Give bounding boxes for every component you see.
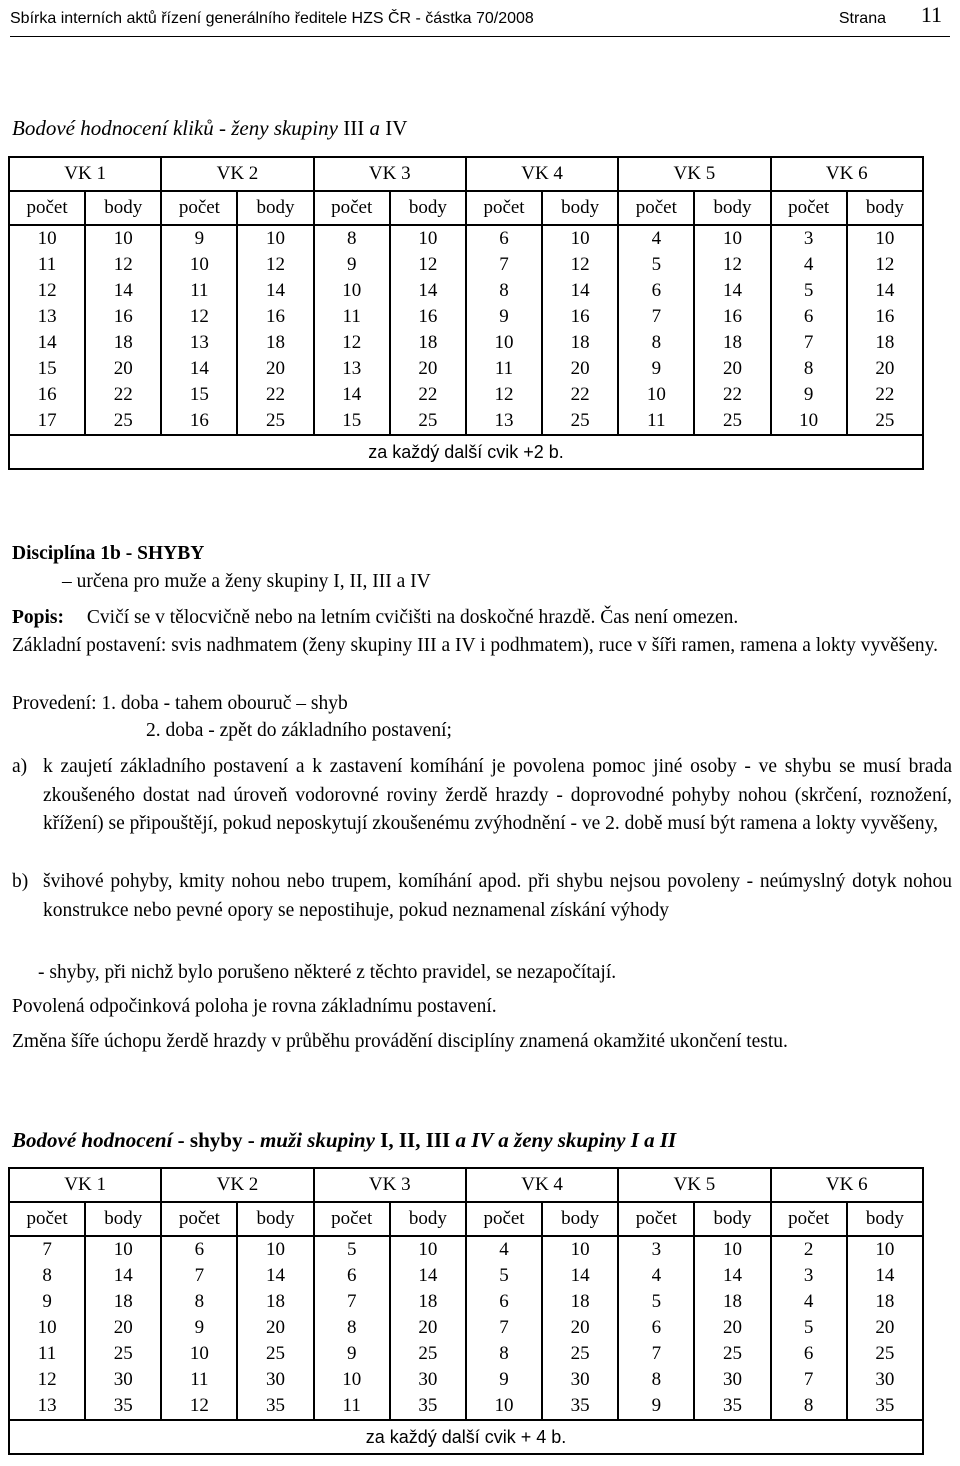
- table-cell: 25: [542, 1341, 618, 1367]
- table-cell: 18: [694, 1289, 770, 1315]
- table-cell: 13: [314, 356, 390, 382]
- table-cell: 16: [85, 304, 161, 330]
- table-cell: 20: [85, 356, 161, 382]
- table-cell: 18: [390, 330, 466, 356]
- popis-text: Cvičí se v tělocvičně nebo na letním cvičišti na doskočné hrazdě. Čas není omezen.: [86, 607, 739, 628]
- column-header-cell: počet: [466, 1202, 542, 1236]
- table2-heading: [12, 1128, 676, 1153]
- table-cell: 11: [161, 278, 237, 304]
- table-cell: 35: [542, 1393, 618, 1420]
- table-cell: 20: [390, 1315, 466, 1341]
- table-row: [9, 1341, 923, 1367]
- table-cell: 8: [314, 225, 390, 252]
- table-cell: 16: [161, 408, 237, 435]
- table-cell: 9: [466, 304, 542, 330]
- table-cell: 16: [694, 304, 770, 330]
- rule-item-a: [12, 753, 952, 839]
- table-cell: 25: [85, 1341, 161, 1367]
- table-cell: 12: [314, 330, 390, 356]
- table-cell: 5: [618, 252, 694, 278]
- odpocinkova-poloha: Povolená odpočinková poloha je rovna základnímu postavení.: [12, 996, 497, 1017]
- popis-label: Popis:: [12, 607, 65, 628]
- table-cell: 10: [618, 382, 694, 408]
- table-cell: 8: [771, 356, 847, 382]
- column-header-cell: body: [85, 1202, 161, 1236]
- table-cell: 18: [847, 1289, 923, 1315]
- table2-heading-men: muži skupiny: [259, 1128, 381, 1152]
- table-cell: 22: [542, 382, 618, 408]
- table-cell: 9: [161, 1315, 237, 1341]
- table-cell: 25: [237, 408, 313, 435]
- table2-heading-discipline: - shyby -: [172, 1128, 260, 1152]
- table-cell: 25: [694, 408, 770, 435]
- table-cell: 14: [847, 278, 923, 304]
- provedeni-2: 2. doba - zpět do základního postavení;: [146, 720, 452, 741]
- column-header-cell: body: [237, 1202, 313, 1236]
- table-cell: 10: [466, 1393, 542, 1420]
- table-row: [9, 1367, 923, 1393]
- table-cell: 7: [771, 330, 847, 356]
- table-cell: 16: [9, 382, 85, 408]
- table-cell: 10: [9, 225, 85, 252]
- table-cell: 14: [9, 330, 85, 356]
- table-cell: 35: [390, 1393, 466, 1420]
- table-cell: 12: [237, 252, 313, 278]
- table-cell: 10: [466, 330, 542, 356]
- document-title: Sbírka interních aktů řízení generálního ředitele HZS ČR - částka 70/2008: [10, 10, 534, 27]
- table-cell: 10: [390, 1236, 466, 1263]
- table-cell: 5: [771, 278, 847, 304]
- table1-heading-and: a: [364, 116, 386, 140]
- group-header-cell: VK 1: [9, 1168, 161, 1202]
- group-header-cell: VK 1: [9, 157, 161, 191]
- table-cell: 8: [618, 330, 694, 356]
- table-cell: 30: [847, 1367, 923, 1393]
- table-row: [9, 1315, 923, 1341]
- table-cell: 4: [771, 1289, 847, 1315]
- table-cell: 10: [847, 225, 923, 252]
- table-cell: 11: [9, 252, 85, 278]
- table-cell: 11: [314, 1393, 390, 1420]
- table-cell: 6: [161, 1236, 237, 1263]
- table-cell: 12: [9, 278, 85, 304]
- rule-item-a-label: a): [12, 756, 28, 777]
- column-header-cell: počet: [466, 191, 542, 225]
- column-header-cell: počet: [618, 1202, 694, 1236]
- table-cell: 5: [618, 1289, 694, 1315]
- table-cell: 13: [161, 330, 237, 356]
- group-header-cell: VK 6: [771, 157, 923, 191]
- table-cell: 30: [85, 1367, 161, 1393]
- table-cell: 18: [237, 330, 313, 356]
- table-cell: 14: [390, 278, 466, 304]
- column-header-cell: počet: [618, 191, 694, 225]
- table-cell: 4: [618, 1263, 694, 1289]
- table1-heading-text: Bodové hodnocení kliků - ženy skupiny: [12, 116, 344, 140]
- table-column-header: [9, 191, 923, 225]
- table-cell: 11: [466, 356, 542, 382]
- table-cell: 8: [771, 1393, 847, 1420]
- table-row: [9, 330, 923, 356]
- table-cell: 25: [847, 408, 923, 435]
- table-cell: 12: [9, 1367, 85, 1393]
- column-header-cell: počet: [771, 1202, 847, 1236]
- column-header-cell: body: [847, 1202, 923, 1236]
- table-cell: 20: [390, 356, 466, 382]
- table-cell: 6: [618, 1315, 694, 1341]
- table-cell: 22: [85, 382, 161, 408]
- table-cell: 8: [618, 1367, 694, 1393]
- zmena-sire: Změna šíře úchopu žerdě hrazdy v průběhu provádění disciplíny znamená okamžité ukončení testu.: [12, 1031, 788, 1052]
- table-cell: 18: [694, 330, 770, 356]
- table-cell: 8: [314, 1315, 390, 1341]
- discipline-subtitle: – určena pro muže a ženy skupiny I, II, III a IV: [62, 571, 431, 592]
- table-footer-row: [9, 435, 923, 469]
- page-number: 11: [920, 2, 942, 27]
- table-cell: 20: [847, 1315, 923, 1341]
- column-header-cell: počet: [771, 191, 847, 225]
- table2-heading-women: a IV a ženy skupiny I a II: [450, 1128, 677, 1152]
- table-cell: 8: [161, 1289, 237, 1315]
- group-header-cell: VK 6: [771, 1168, 923, 1202]
- table-cell: 6: [466, 225, 542, 252]
- table-cell: 14: [694, 1263, 770, 1289]
- table-cell: 22: [390, 382, 466, 408]
- provedeni-1: Provedení: 1. doba - tahem obouruč – shyb: [12, 693, 348, 714]
- table-cell: 20: [542, 356, 618, 382]
- table-cell: 10: [390, 225, 466, 252]
- rule-item-b: [12, 868, 952, 925]
- table-cell: 10: [694, 1236, 770, 1263]
- column-header-cell: body: [390, 1202, 466, 1236]
- group-header-cell: VK 3: [314, 1168, 466, 1202]
- table-cell: 9: [9, 1289, 85, 1315]
- table-cell: 14: [847, 1263, 923, 1289]
- table-cell: 3: [771, 1263, 847, 1289]
- table-cell: 9: [618, 1393, 694, 1420]
- table-cell: 9: [314, 252, 390, 278]
- page-label: Strana: [838, 10, 886, 27]
- table-cell: 7: [466, 1315, 542, 1341]
- table-cell: 20: [694, 1315, 770, 1341]
- table-cell: 15: [161, 382, 237, 408]
- table-cell: 20: [237, 1315, 313, 1341]
- table-cell: 20: [847, 356, 923, 382]
- table-cell: 30: [390, 1367, 466, 1393]
- table-cell: 7: [618, 304, 694, 330]
- table-cell: 10: [771, 408, 847, 435]
- table-cell: 10: [237, 1236, 313, 1263]
- table-cell: 16: [847, 304, 923, 330]
- table-row: [9, 1393, 923, 1420]
- table-cell: 3: [771, 225, 847, 252]
- group-header-cell: VK 2: [161, 1168, 313, 1202]
- table-cell: 4: [466, 1236, 542, 1263]
- table-cell: 18: [542, 1289, 618, 1315]
- table-cell: 10: [314, 278, 390, 304]
- table-cell: 13: [9, 1393, 85, 1420]
- table-cell: 10: [161, 1341, 237, 1367]
- table-cell: 10: [542, 1236, 618, 1263]
- table-cell: 4: [618, 225, 694, 252]
- score-table-kliky: [8, 156, 924, 470]
- table-footer-note: za každý další cvik + 4 b.: [9, 1420, 923, 1454]
- table-cell: 30: [542, 1367, 618, 1393]
- table-cell: 12: [161, 1393, 237, 1420]
- table-row: [9, 252, 923, 278]
- table-cell: 10: [161, 252, 237, 278]
- table-cell: 11: [161, 1367, 237, 1393]
- popis-line: [12, 604, 738, 631]
- table-cell: 14: [161, 356, 237, 382]
- table-footer-note: za každý další cvik +2 b.: [9, 435, 923, 469]
- table-cell: 6: [314, 1263, 390, 1289]
- table-row: [9, 304, 923, 330]
- table-cell: 22: [847, 382, 923, 408]
- table-cell: 10: [85, 225, 161, 252]
- table-cell: 14: [542, 1263, 618, 1289]
- table-cell: 10: [694, 225, 770, 252]
- table-cell: 18: [85, 330, 161, 356]
- table-footer-row: [9, 1420, 923, 1454]
- table-cell: 13: [9, 304, 85, 330]
- table-row: [9, 382, 923, 408]
- table-cell: 7: [771, 1367, 847, 1393]
- group-header-cell: VK 3: [314, 157, 466, 191]
- table-cell: 9: [466, 1367, 542, 1393]
- column-header-cell: body: [390, 191, 466, 225]
- group-header-cell: VK 4: [466, 157, 618, 191]
- page-header: [10, 0, 950, 37]
- table-cell: 16: [542, 304, 618, 330]
- table-cell: 5: [771, 1315, 847, 1341]
- table-cell: 20: [542, 1315, 618, 1341]
- table-cell: 10: [9, 1315, 85, 1341]
- table-cell: 11: [314, 304, 390, 330]
- column-header-cell: počet: [9, 191, 85, 225]
- table1-heading-group: III: [343, 116, 365, 140]
- table2-heading-groups: I, II, III: [380, 1128, 451, 1152]
- table-cell: 7: [466, 252, 542, 278]
- table1-heading: [12, 116, 407, 141]
- table-cell: 2: [771, 1236, 847, 1263]
- zakladni-postaveni: Základní postavení: svis nadhmatem (ženy skupiny III a IV i podhmatem), ruce v šíři ramen, ramena a lokty vyvěšeny.: [12, 635, 938, 656]
- column-header-cell: body: [542, 1202, 618, 1236]
- table-cell: 8: [466, 278, 542, 304]
- table-cell: 30: [237, 1367, 313, 1393]
- table-row: [9, 225, 923, 252]
- table-cell: 18: [390, 1289, 466, 1315]
- column-header-cell: body: [694, 191, 770, 225]
- table-cell: 25: [847, 1341, 923, 1367]
- score-table-shyby: [8, 1167, 924, 1455]
- table-cell: 35: [847, 1393, 923, 1420]
- table-cell: 5: [466, 1263, 542, 1289]
- group-header-cell: VK 5: [618, 1168, 770, 1202]
- table-cell: 25: [85, 408, 161, 435]
- column-header-cell: počet: [314, 191, 390, 225]
- table-cell: 16: [237, 304, 313, 330]
- column-header-cell: počet: [9, 1202, 85, 1236]
- table-cell: 14: [694, 278, 770, 304]
- table-cell: 18: [85, 1289, 161, 1315]
- table-cell: 14: [542, 278, 618, 304]
- column-header-cell: body: [542, 191, 618, 225]
- table-row: [9, 1289, 923, 1315]
- rule-item-b-label: b): [12, 871, 29, 892]
- table-cell: 16: [390, 304, 466, 330]
- column-header-cell: body: [237, 191, 313, 225]
- table2-heading-text: Bodové hodnocení: [12, 1128, 173, 1152]
- table-cell: 7: [9, 1236, 85, 1263]
- group-header-cell: VK 5: [618, 157, 770, 191]
- table-cell: 8: [9, 1263, 85, 1289]
- table-cell: 4: [771, 252, 847, 278]
- table-cell: 11: [618, 408, 694, 435]
- table-cell: 18: [237, 1289, 313, 1315]
- rule-item-a-text: k zaujetí základního postavení a k zastavení komíhání je povolena pomoc jiné osoby - ve shybu se musí brada zkoušeného dostat nad úroveň vodorovné roviny žerdě hrazdy - doprovodné pohyby nohou (skrčení, roznožení, křížení) se připouštějí, pokud neposkytují zkoušenému zvýhodnění - ve 2. době musí být ramena a lokty vyvěšeny,: [43, 756, 952, 834]
- column-header-cell: body: [847, 191, 923, 225]
- table-cell: 25: [694, 1341, 770, 1367]
- table-cell: 25: [237, 1341, 313, 1367]
- table-cell: 7: [161, 1263, 237, 1289]
- table-cell: 12: [390, 252, 466, 278]
- table-row: [9, 356, 923, 382]
- table-cell: 10: [85, 1236, 161, 1263]
- table-cell: 11: [9, 1341, 85, 1367]
- table-row: [9, 408, 923, 435]
- table-cell: 10: [847, 1236, 923, 1263]
- table-cell: 18: [542, 330, 618, 356]
- table-cell: 22: [237, 382, 313, 408]
- table-cell: 7: [314, 1289, 390, 1315]
- table-cell: 17: [9, 408, 85, 435]
- table-cell: 12: [466, 382, 542, 408]
- table-cell: 6: [771, 304, 847, 330]
- table-cell: 3: [618, 1236, 694, 1263]
- table-cell: 20: [85, 1315, 161, 1341]
- table-cell: 35: [237, 1393, 313, 1420]
- table-row: [9, 1236, 923, 1263]
- table-cell: 6: [771, 1341, 847, 1367]
- table-row: [9, 278, 923, 304]
- table-cell: 7: [618, 1341, 694, 1367]
- column-header-cell: body: [85, 191, 161, 225]
- table-cell: 30: [694, 1367, 770, 1393]
- group-header-cell: VK 4: [466, 1168, 618, 1202]
- table-cell: 12: [542, 252, 618, 278]
- table-cell: 5: [314, 1236, 390, 1263]
- table-cell: 12: [694, 252, 770, 278]
- discipline-title: Disciplína 1b - SHYBY: [12, 543, 205, 564]
- table-cell: 22: [694, 382, 770, 408]
- table-cell: 10: [237, 225, 313, 252]
- table-cell: 9: [161, 225, 237, 252]
- table-cell: 8: [466, 1341, 542, 1367]
- table-cell: 6: [618, 278, 694, 304]
- table-cell: 14: [314, 382, 390, 408]
- table-cell: 12: [161, 304, 237, 330]
- table-cell: 9: [618, 356, 694, 382]
- table-row: [9, 1263, 923, 1289]
- table-cell: 25: [390, 408, 466, 435]
- table-cell: 14: [85, 1263, 161, 1289]
- table-cell: 14: [237, 278, 313, 304]
- table-cell: 6: [466, 1289, 542, 1315]
- rule-dash-item: - shyby, při nichž bylo porušeno některé z těchto pravidel, se nezapočítají.: [38, 962, 617, 983]
- table-cell: 18: [847, 330, 923, 356]
- table1-heading-group: IV: [385, 116, 408, 140]
- table-cell: 14: [85, 278, 161, 304]
- column-header-cell: počet: [314, 1202, 390, 1236]
- column-header-cell: počet: [161, 1202, 237, 1236]
- table-cell: 9: [314, 1341, 390, 1367]
- table-cell: 15: [314, 408, 390, 435]
- group-header-cell: VK 2: [161, 157, 313, 191]
- table-cell: 10: [314, 1367, 390, 1393]
- table-cell: 35: [694, 1393, 770, 1420]
- table-cell: 13: [466, 408, 542, 435]
- table-cell: 20: [237, 356, 313, 382]
- table-cell: 12: [847, 252, 923, 278]
- rule-item-b-text: švihové pohyby, kmity nohou nebo trupem, komíhání apod. při shybu nejsou povoleny - neúmyslný dotyk nohou konstrukce nebo pevné opory se nepostihuje, pokud neznamenal získání výhody: [43, 871, 952, 921]
- table-cell: 14: [390, 1263, 466, 1289]
- table-cell: 12: [85, 252, 161, 278]
- table-cell: 20: [694, 356, 770, 382]
- table-column-header: [9, 1202, 923, 1236]
- table-cell: 35: [85, 1393, 161, 1420]
- table-cell: 14: [237, 1263, 313, 1289]
- table-group-header: [9, 1168, 923, 1202]
- table-cell: 25: [542, 408, 618, 435]
- table-cell: 9: [771, 382, 847, 408]
- table-cell: 15: [9, 356, 85, 382]
- column-header-cell: body: [694, 1202, 770, 1236]
- table-group-header: [9, 157, 923, 191]
- table-cell: 10: [542, 225, 618, 252]
- column-header-cell: počet: [161, 191, 237, 225]
- table-cell: 25: [390, 1341, 466, 1367]
